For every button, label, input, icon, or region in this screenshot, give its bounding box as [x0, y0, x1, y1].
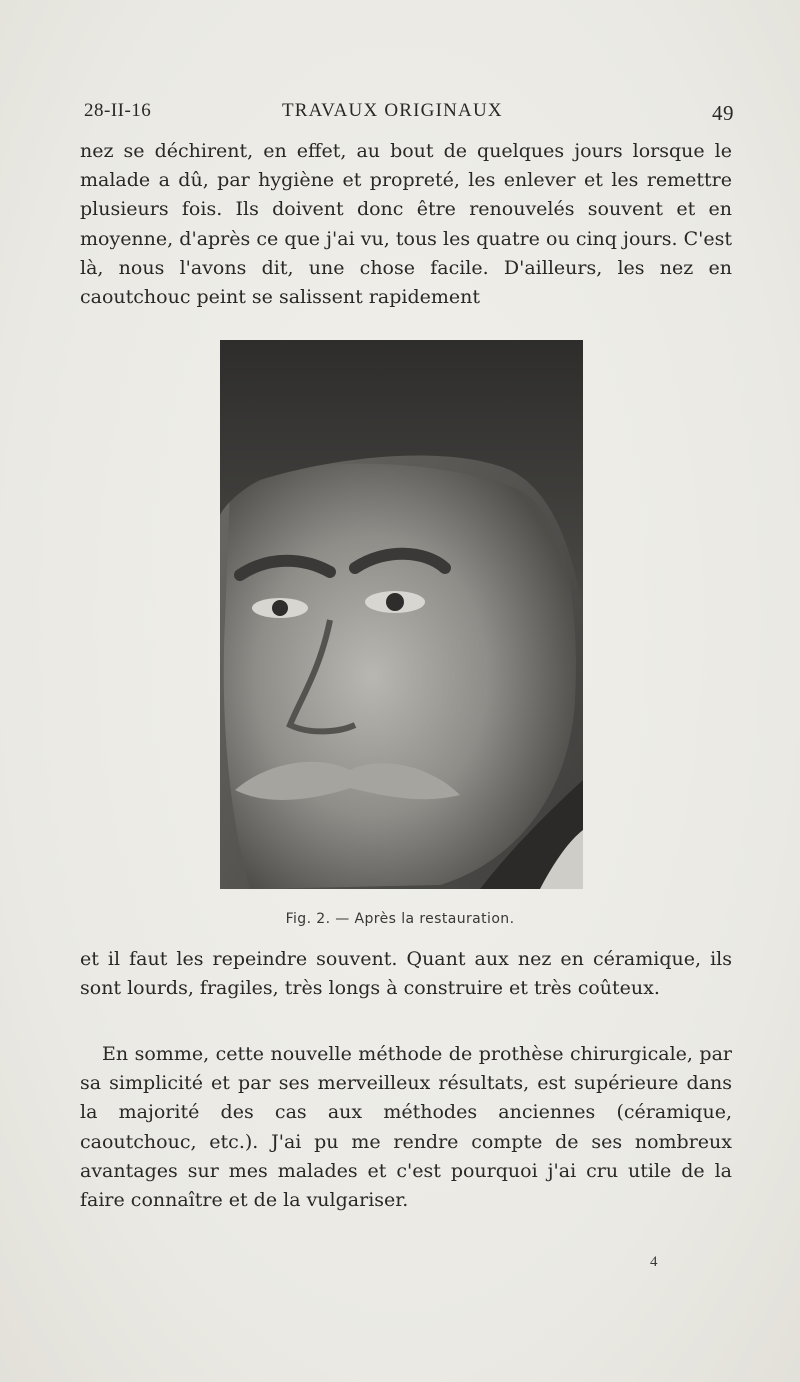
paragraph-after-figure: et il faut les repeindre souvent. Quant aux nez en céramique, ils sont lourds, fragiles, très longs à construire et très coûteux. [80, 948, 732, 1000]
figure-caption: Fig. 2. — Après la restauration. [285, 911, 515, 927]
paragraph-conclusion: En somme, cette nouvelle méthode de prothèse chirurgicale, par sa simplicité et par ses merveilleux résultats, est supérieure dans la majorité des cas aux méthodes anciennes (céramique, caoutchouc, etc.). J'ai pu me rendre compte de ses nombreux avantages sur mes malades et c'est pourquoi j'ai cru utile de la faire connaître et de la vulgariser. [80, 1043, 732, 1212]
running-head [84, 100, 734, 126]
paragraph-continuation: nez se déchirent, en effet, au bout de quelques jours lorsque le malade a dû, par hygiène et propreté, les enlever et les remettre plusieurs fois. Ils doivent donc être renouvelés souvent et en moyenne, d'après ce que j'ai vu, tous les quatre ou cinq jours. C'est là, nous l'avons dit, une chose facile. D'ailleurs, les nez en caoutchouc peint se salissent rapidement [80, 140, 732, 309]
portrait-photo [220, 340, 583, 889]
header-date: 28-II-16 [84, 100, 152, 121]
page-number: 49 [712, 101, 734, 125]
signature-mark: 4 [650, 1254, 658, 1270]
portrait-photo-image [220, 340, 583, 889]
header-section-title: TRAVAUX ORIGINAUX [282, 100, 503, 121]
